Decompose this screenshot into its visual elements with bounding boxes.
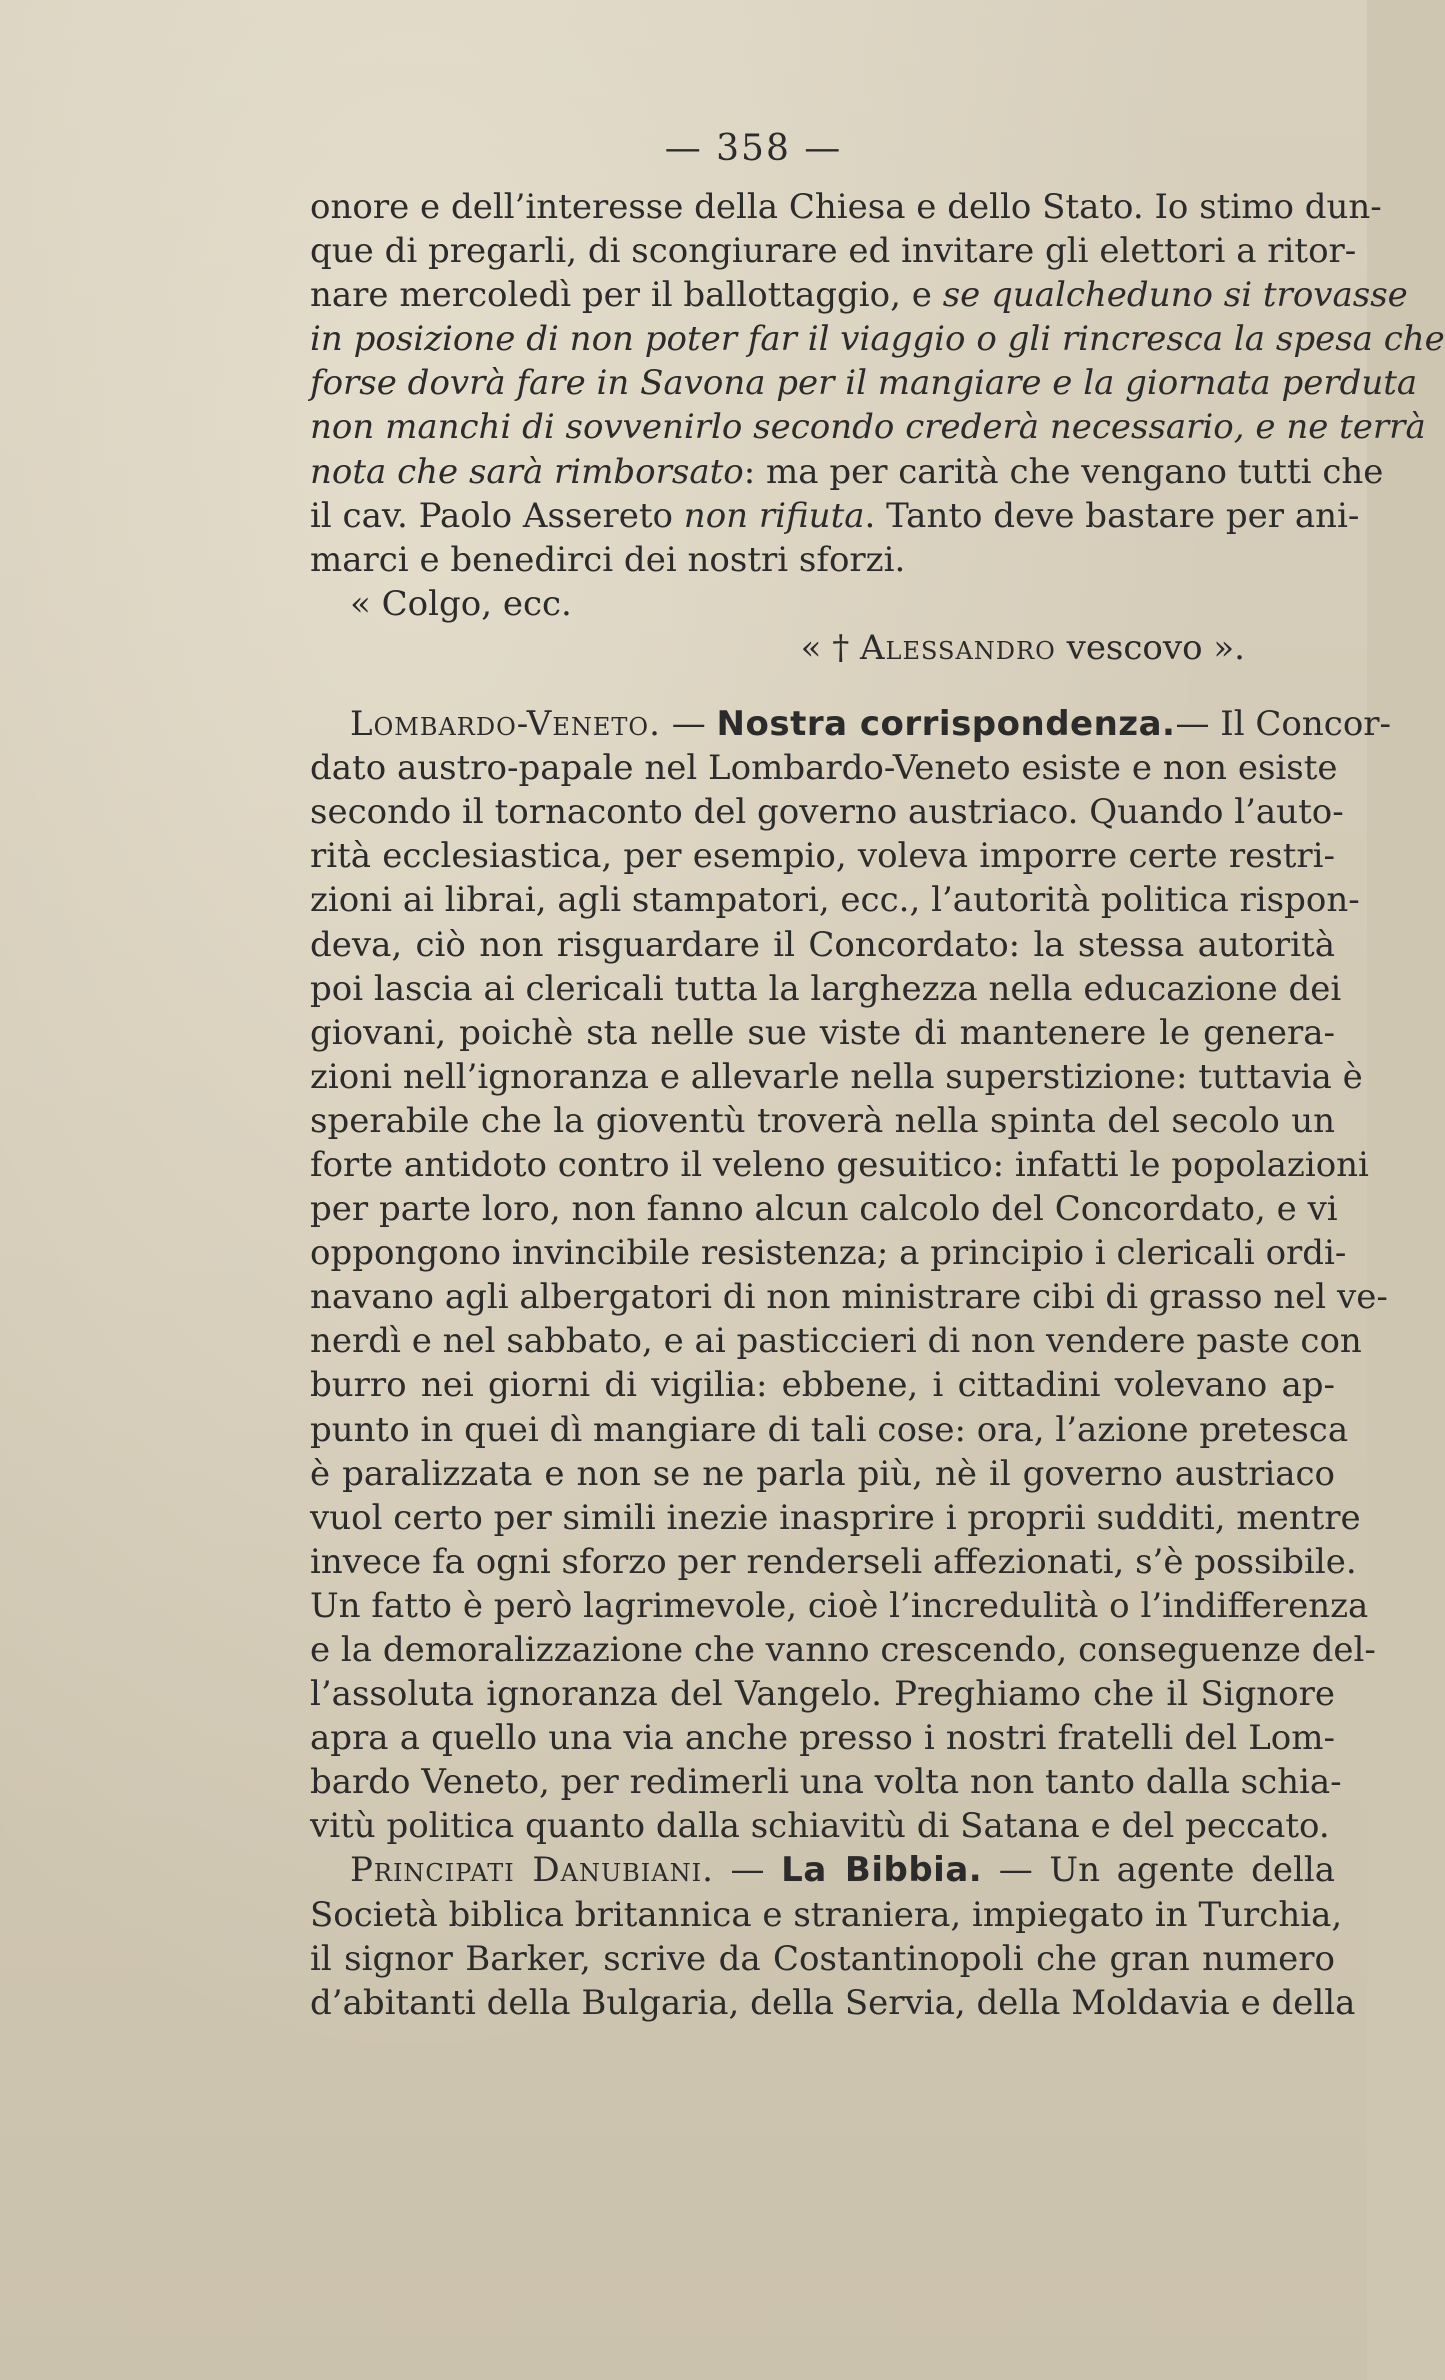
text-line: forte antidoto contro il veleno gesuitico: infatti le popolazioni bbox=[310, 1144, 1369, 1185]
heading-rest: — Il Concor- bbox=[1175, 704, 1392, 745]
italic-run: nota che sarà rimborsato bbox=[310, 451, 744, 492]
text-run: nare mercoledì per il ballottaggio, e bbox=[310, 275, 943, 316]
text-line: invece fa ogni sforzo per renderseli affezionati, s’è possibile. bbox=[310, 1541, 1357, 1582]
lombardo-body bbox=[310, 746, 1388, 1848]
text-run: que di pregarli, di scongiurare ed invitare gli elettori a ritor- bbox=[310, 231, 1357, 272]
heading-title: Nostra corrispondenza. bbox=[716, 704, 1176, 745]
signature-name: Alessandro bbox=[860, 627, 1056, 668]
text-line: il signor Barker, scrive da Costantinopoli che gran numero bbox=[310, 1938, 1335, 1979]
text-line: d’abitanti della Bulgaria, della Servia, della Moldavia e della bbox=[310, 1982, 1356, 2023]
text-line bbox=[310, 450, 1384, 494]
text-run: : ma per carità che vengano tutti che bbox=[743, 451, 1384, 492]
page-number: — 358 — bbox=[664, 128, 843, 169]
text-line: Società biblica britannica e straniera, impiegato in Turchia, bbox=[310, 1894, 1343, 1935]
text-line: burro nei giorni di vigilia: ebbene, i cittadini volevano ap- bbox=[310, 1365, 1335, 1406]
letter-section bbox=[310, 185, 1445, 670]
text-line bbox=[310, 185, 1382, 229]
text-line: zioni ai librai, agli stampatori, ecc., l’autorità politica rispon- bbox=[310, 880, 1360, 921]
text-line: secondo il tornaconto del governo austriaco. Quando l’auto- bbox=[310, 792, 1344, 833]
signature-suffix: vescovo ». bbox=[1055, 627, 1245, 668]
section-heading bbox=[310, 1848, 1335, 1892]
text-line: e la demoralizzazione che vanno crescendo, conseguenze del- bbox=[310, 1630, 1376, 1670]
text-line: bardo Veneto, per redimerli una volta non tanto dalla schia- bbox=[310, 1762, 1342, 1803]
italic-run: non rifiuta bbox=[683, 495, 865, 536]
text-line: navano agli albergatori di non ministrare cibi di grasso nel ve- bbox=[310, 1277, 1388, 1318]
text-line: apra a quello una via anche presso i nostri fratelli del Lom- bbox=[310, 1718, 1335, 1759]
principati-section bbox=[310, 1848, 1356, 2024]
text-line: punto in quei dì mangiare di tali cose: ora, l’azione pretesca bbox=[310, 1409, 1349, 1450]
text-line: oppongono invincibile resistenza; a principio i clericali ordi- bbox=[310, 1233, 1347, 1274]
text-line bbox=[310, 361, 1418, 405]
italic-run: in posizione di non poter far il viaggio o gli rincresca la spesa che bbox=[310, 319, 1445, 360]
italic-run: non manchi di sovvenirlo secondo crederà necessario, e ne terrà bbox=[310, 407, 1426, 448]
text-run: marci e benedirci dei nostri sforzi. bbox=[310, 539, 906, 580]
heading-rest: — Un agente della bbox=[982, 1850, 1335, 1891]
text-line: rità ecclesiastica, per esempio, voleva imporre certe restri- bbox=[310, 836, 1335, 877]
signature-prefix: « † bbox=[800, 627, 860, 668]
text-run: . Tanto deve bastare per ani- bbox=[864, 495, 1360, 536]
text-line: sperabile che la gioventù troverà nella spinta del secolo un bbox=[310, 1100, 1335, 1141]
section-heading bbox=[310, 702, 1392, 746]
text-run: onore e dell’interesse della Chiesa e dello Stato. Io stimo dun- bbox=[310, 187, 1382, 227]
closing-text: « Colgo, ecc. bbox=[350, 583, 572, 624]
closing-line bbox=[310, 582, 1335, 626]
text-line: nerdì e nel sabbato, e ai pasticcieri di non vendere paste con bbox=[310, 1321, 1362, 1362]
text-line bbox=[310, 317, 1445, 361]
italic-run: se qualcheduno si trovasse bbox=[942, 275, 1408, 316]
principati-body bbox=[310, 1893, 1356, 2025]
body-text bbox=[310, 185, 1445, 2025]
text-line bbox=[310, 538, 1335, 582]
text-line: per parte loro, non fanno alcun calcolo del Concordato, e vi bbox=[310, 1189, 1338, 1230]
signature-line bbox=[310, 626, 1335, 670]
text-line bbox=[310, 273, 1408, 317]
text-line: zioni nell’ignoranza e allevarle nella superstizione: tuttavia è bbox=[310, 1056, 1363, 1097]
text-line: poi lascia ai clericali tutta la larghezza nella educazione dei bbox=[310, 968, 1342, 1009]
text-line: dato austro-papale nel Lombardo-Veneto esiste e non esiste bbox=[310, 748, 1338, 789]
text-line bbox=[310, 494, 1360, 538]
heading-title: La Bibbia. bbox=[781, 1850, 983, 1891]
heading-place: Lombardo-Veneto. bbox=[350, 704, 661, 745]
text-line: vitù politica quanto dalla schiavitù di Satana e del peccato. bbox=[310, 1806, 1330, 1847]
italic-run: forse dovrà fare in Savona per il mangiare e la giornata perduta bbox=[310, 363, 1418, 404]
text-line: vuol certo per simili inezie inasprire i proprii sudditi, mentre bbox=[310, 1497, 1361, 1538]
text-line: l’assoluta ignoranza del Vangelo. Preghiamo che il Signore bbox=[310, 1674, 1335, 1715]
heading-place: Principati Danubiani. bbox=[350, 1850, 714, 1891]
heading-dash: — bbox=[660, 704, 717, 745]
heading-dash: — bbox=[713, 1850, 782, 1891]
text-line: è paralizzata e non se ne parla più, nè il governo austriaco bbox=[310, 1453, 1335, 1494]
lombardo-section bbox=[310, 702, 1392, 1848]
text-line: giovani, poichè sta nelle sue viste di mantenere le genera- bbox=[310, 1012, 1335, 1053]
text-run: il cav. Paolo Assereto bbox=[310, 495, 684, 536]
section-gap bbox=[310, 670, 1335, 702]
text-line bbox=[310, 405, 1426, 449]
text-line: Un fatto è però lagrimevole, cioè l’incredulità o l’indifferenza bbox=[310, 1585, 1369, 1626]
text-line: deva, ciò non risguardare il Concordato: la stessa autorità bbox=[310, 924, 1335, 965]
text-line bbox=[310, 229, 1357, 273]
